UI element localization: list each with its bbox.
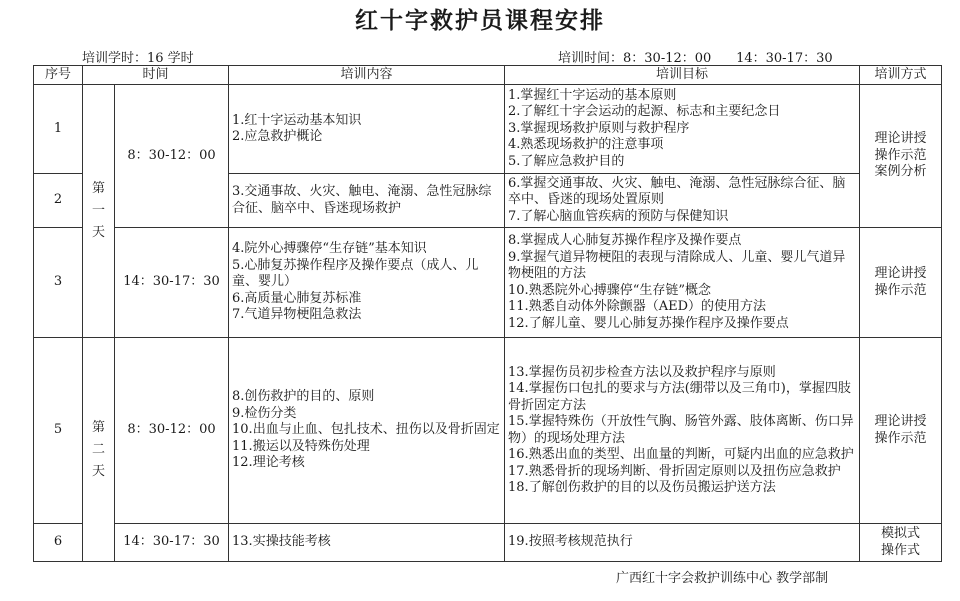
issuer-footer: 广西红十字会救护训练中心 教学部制 — [616, 571, 829, 586]
course-schedule-table — [33, 65, 942, 562]
session-time: 14：30-17：30 — [115, 524, 229, 562]
training-content: 4.院外心搏骤停“生存链”基本知识 5.心肺复苏操作程序及操作要点（成人、儿童、婴儿） 6.高质量心肺复苏标准 7.气道异物梗阻急救法 — [229, 228, 505, 338]
table-row — [34, 338, 942, 524]
training-goals: 6.掌握交通事故、火灾、触电、淹溺、急性冠脉综合征、脑卒中、昏迷的现场处置原则 7.了解心脑血管疾病的预防与保健知识 — [505, 174, 860, 228]
training-time: 培训时间：8：30-12：00 14：30-17：30 — [558, 51, 833, 66]
training-method: 理论讲授 操作示范 案例分析 — [860, 85, 942, 228]
training-goals: 8.掌握成人心肺复苏操作程序及操作要点 9.掌握气道异物梗阻的表现与清除成人、儿童、婴儿气道异物梗阻的方法 10.熟悉院外心搏骤停“生存链”概念 11.熟悉自动体外除颤器（AED）的使用方法 12.了解儿童、婴儿心肺复苏操作程序及操作要点 — [505, 228, 860, 338]
training-goals: 1.掌握红十字运动的基本原则 2.了解红十字会运动的起源、标志和主要纪念日 3.掌握现场救护原则与救护程序 4.熟悉现场救护的注意事项 5.了解应急救护目的 — [505, 85, 860, 174]
row-number: 1 — [34, 85, 83, 174]
training-hours: 培训学时：16 学时 — [82, 51, 194, 66]
header-no: 序号 — [34, 66, 83, 85]
day-two-label: 第 二 天 — [83, 338, 115, 562]
header-goals: 培训目标 — [505, 66, 860, 85]
training-method: 理论讲授 操作示范 — [860, 338, 942, 524]
header-method: 培训方式 — [860, 66, 942, 85]
training-content: 13.实操技能考核 — [229, 524, 505, 562]
row-number: 3 — [34, 228, 83, 338]
session-time: 8：30-12：00 — [115, 85, 229, 228]
row-number: 6 — [34, 524, 83, 562]
table-header-row — [34, 66, 942, 85]
training-content: 1.红十字运动基本知识 2.应急救护概论 — [229, 85, 505, 174]
training-content: 8.创伤救护的目的、原则 9.检伤分类 10.出血与止血、包扎技术、扭伤以及骨折固定 11.搬运以及特殊伤处理 12.理论考核 — [229, 338, 505, 524]
session-time: 8：30-12：00 — [115, 338, 229, 524]
session-time: 14：30-17：30 — [115, 228, 229, 338]
training-content: 3.交通事故、火灾、触电、淹溺、急性冠脉综合征、脑卒中、昏迷现场救护 — [229, 174, 505, 228]
row-number: 2 — [34, 174, 83, 228]
training-goals: 13.掌握伤员初步检查方法以及救护程序与原则 14.掌握伤口包扎的要求与方法(绷带以及三角巾)，掌握四肢骨折固定方法 15.掌握特殊伤（开放性气胸、肠管外露、肢体离断、伤口异物）的现场处理方法 16.熟悉出血的类型、出血量的判断，可疑内出血的应急救护 17.熟悉骨折的现场判断、骨折固定原则以及扭伤应急救护 18.了解创伤救护的目的以及伤员搬运护送方法 — [505, 338, 860, 524]
training-method: 模拟式 操作式 — [860, 524, 942, 562]
header-content: 培训内容 — [229, 66, 505, 85]
training-goals: 19.按照考核规范执行 — [505, 524, 860, 562]
table-row — [34, 524, 942, 562]
page-title: 红十字救护员课程安排 — [355, 8, 605, 34]
table-row — [34, 228, 942, 338]
training-method: 理论讲授 操作示范 — [860, 228, 942, 338]
day-one-label: 第 一 天 — [83, 85, 115, 338]
header-time: 时间 — [83, 66, 229, 85]
table-row — [34, 85, 942, 174]
row-number: 5 — [34, 338, 83, 524]
